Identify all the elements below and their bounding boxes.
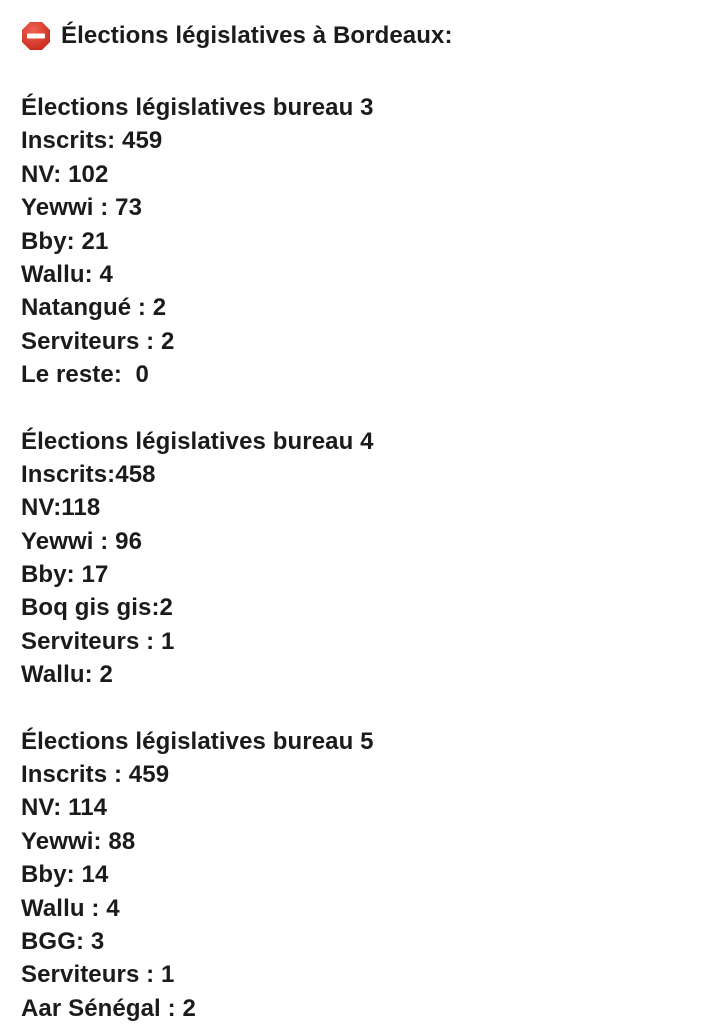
section-heading: Élections législatives bureau 4	[21, 427, 374, 455]
section-heading: Élections législatives bureau 3	[21, 94, 374, 121]
results-document	[21, 19, 701, 1025]
result-line: Boq gis gis:2	[21, 594, 173, 622]
result-line: Wallu: 2	[21, 661, 113, 689]
title-row	[21, 19, 701, 53]
result-line: NV:118	[21, 494, 101, 522]
result-line: Serviteurs : 1	[21, 627, 175, 655]
result-line: Yewwi: 88	[21, 827, 136, 855]
result-line: Yewwi : 96	[21, 527, 143, 555]
result-line: Bby: 21	[21, 227, 109, 255]
bureau-5-results	[21, 725, 701, 1025]
page-title: Élections législatives à Bordeaux:	[61, 22, 453, 49]
bureau-4-results	[21, 425, 701, 692]
result-line: Serviteurs : 1	[21, 961, 175, 989]
result-line: NV: 114	[21, 794, 108, 822]
result-line: NV: 102	[21, 160, 109, 188]
stop-sign-icon	[21, 21, 51, 51]
result-line: Yewwi : 73	[21, 194, 143, 222]
result-line: Inscrits:458	[21, 460, 156, 488]
bureau-3-results	[21, 91, 701, 392]
result-line: Natangué : 2	[21, 294, 167, 322]
result-line: Le reste: 0	[21, 361, 149, 389]
result-line: Serviteurs : 2	[21, 327, 175, 355]
result-line: BGG: 3	[21, 927, 105, 955]
result-line: Aar Sénégal : 2	[21, 994, 196, 1022]
result-line: Wallu: 4	[21, 260, 113, 288]
result-line: Bby: 17	[21, 561, 109, 589]
result-line: Wallu : 4	[21, 894, 120, 922]
result-line: Inscrits: 459	[21, 127, 163, 155]
result-line: Bby: 14	[21, 861, 109, 889]
section-heading: Élections législatives bureau 5	[21, 727, 374, 755]
result-line: Inscrits : 459	[21, 761, 170, 789]
